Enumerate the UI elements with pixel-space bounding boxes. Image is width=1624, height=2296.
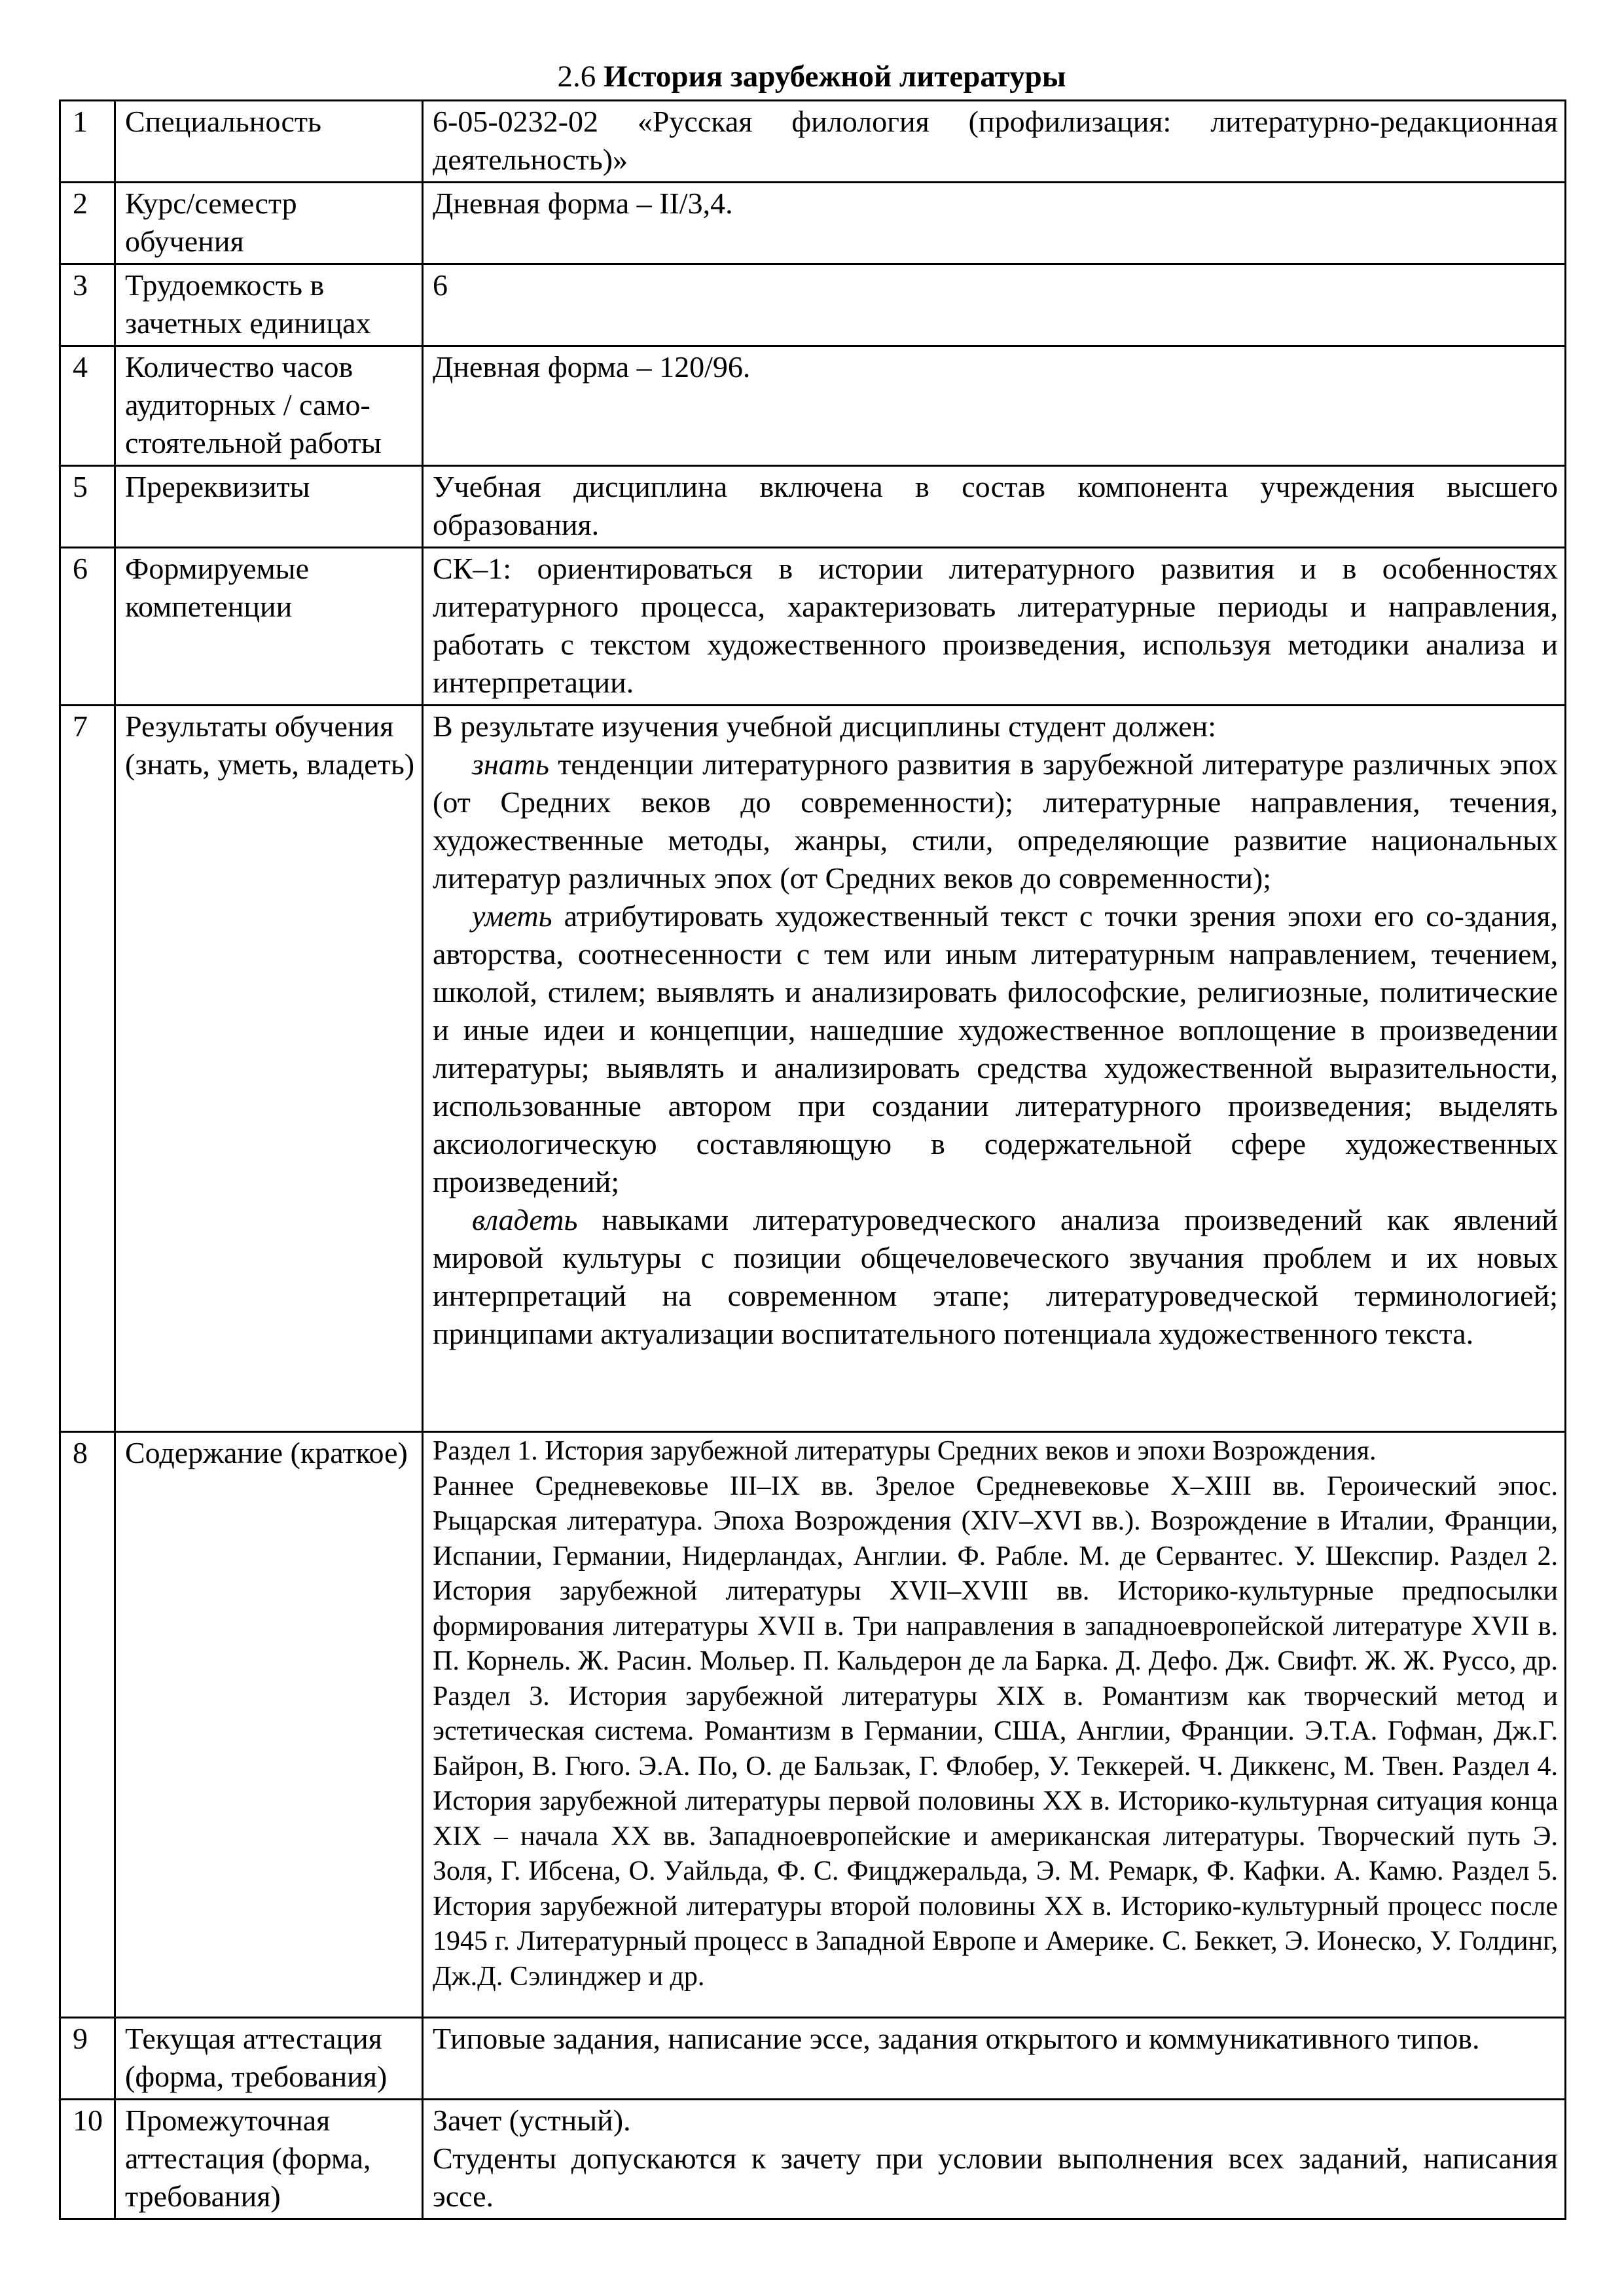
row-label: Результаты обучения (знать, уметь, владеть) <box>115 706 423 1432</box>
page-title <box>59 54 1564 99</box>
row-label: Пререквизиты <box>115 466 423 548</box>
document-page <box>59 0 1564 2220</box>
row-number: 4 <box>60 346 115 466</box>
row-number: 9 <box>60 2018 115 2100</box>
row-value: 6 <box>423 264 1566 346</box>
table-row <box>60 101 1566 183</box>
outcome-text: тенденции литературного развития в зарубежной литературе различных эпох (от Средних веков до современности); литературные направления, течения, художественные методы, жанры, стили, определяющие развитие национальных литератур различных эпох (от Средних веков до современности); <box>433 747 1558 895</box>
row-number: 3 <box>60 264 115 346</box>
row-label: Трудоемкость в зачетных единицах <box>115 264 423 346</box>
row-number: 2 <box>60 183 115 264</box>
content-section-heading: Раздел 1. История зарубежной литературы Средних веков и эпохи Возрождения. <box>433 1436 1377 1466</box>
row-value: 6-05-0232-02 «Русская филология (профилизация: литературно-редакционная деятельность)» <box>423 101 1566 183</box>
row-value: Учебная дисциплина включена в состав компонента учреждения высшего образования. <box>423 466 1566 548</box>
outcome-term: уметь <box>472 899 552 933</box>
row-value: Типовые задания, написание эссе, задания открытого и коммуникативного типов. <box>423 2018 1566 2100</box>
row-number: 8 <box>60 1432 115 2018</box>
table-row <box>60 706 1566 1432</box>
course-content <box>423 1432 1566 2018</box>
row-label: Курс/семестр обучения <box>115 183 423 264</box>
outcomes-intro: В результате изучения учебной дисциплины студент должен: <box>433 709 1217 743</box>
outcome-own <box>433 1201 1558 1353</box>
intermediate-assessment <box>423 2100 1566 2219</box>
discipline-table <box>59 99 1566 2220</box>
table-row <box>60 264 1566 346</box>
table-row <box>60 1432 1566 2018</box>
section-number: 2.6 <box>557 60 596 94</box>
row-number: 1 <box>60 101 115 183</box>
section-title: История зарубежной литературы <box>604 60 1066 94</box>
table-row <box>60 183 1566 264</box>
row-label: Содержание (краткое) <box>115 1432 423 2018</box>
table-row <box>60 466 1566 548</box>
table-row <box>60 2100 1566 2219</box>
row-label: Специальность <box>115 101 423 183</box>
row-label: Формируемые компетенции <box>115 548 423 706</box>
learning-outcomes <box>423 706 1566 1432</box>
assessment-requirements: Студенты допускаются к зачету при условии выполнения всех заданий, написания эссе. <box>433 2142 1558 2213</box>
outcome-text: атрибутировать художественный текст с точки зрения эпохи его со-здания, авторства, соотнесенности с тем или иным литературным направлением, течением, школой, стилем; выявлять и анализировать философские, религиозные, политические и иные идеи и концепции, нашедшие художественное воплощение в произведении литературы; выявлять и анализировать средства художественной выразительности, использованные автором при создании литературного произведения; выделять аксиологическую составляющую в содержательной сфере художественных произведений; <box>433 899 1558 1198</box>
row-number: 5 <box>60 466 115 548</box>
outcome-term: знать <box>472 747 549 781</box>
assessment-form: Зачет (устный). <box>433 2104 631 2137</box>
row-value: Дневная форма – II/3,4. <box>423 183 1566 264</box>
row-number: 6 <box>60 548 115 706</box>
row-value: СК–1: ориентироваться в истории литературного развития и в особенностях литературного процесса, характеризовать литературные периоды и направления, работать с текстом художественного произведения, используя методики анализа и интерпретации. <box>423 548 1566 706</box>
row-label: Количество часов аудиторных / само-стоятельной работы <box>115 346 423 466</box>
outcome-text: навыками литературоведческого анализа произведений как явлений мировой культуры с позиции общечеловеческого звучания проблем и их новых интерпретаций на современном этапе; литературоведческой терминологией; принципами актуализации воспитательного потенциала художественного текста. <box>433 1203 1558 1350</box>
table-row <box>60 346 1566 466</box>
row-value: Дневная форма – 120/96. <box>423 346 1566 466</box>
content-text: Раннее Средневековье III–IX вв. Зрелое Средневековье X–XIII вв. Героический эпос. Рыцарская литература. Эпоха Возрождения (XIV–XVI вв.). Возрождение в Италии, Франции, Испании, Германии, Нидерландах, Англии. Ф. Рабле. М. де Сервантес. У. Шекспир. Раздел 2. История зарубежной литературы XVII–XVIII вв. Историко-культурные предпосылки формирования литературы XVII в. Три направления в западноевропейской литературе XVII в. П. Корнель. Ж. Расин. Мольер. П. Кальдерон де ла Барка. Д. Дефо. Дж. Свифт. Ж. Ж. Руссо, др. Раздел 3. История зарубежной литературы XIX в. Романтизм как творческий метод и эстетическая система. Романтизм в Германии, США, Англии, Франции. Э.Т.А. Гофман, Дж.Г. Байрон, В. Гюго. Э.А. По, О. де Бальзак, Г. Флобер, У. Теккерей. Ч. Диккенс, М. Твен. Раздел 4. История зарубежной литературы первой половины XX в. Историко-культурная ситуация конца XIX – начала XX вв. Западноевропейские и американская литературы. Творческий путь Э. Золя, Г. Ибсена, О. Уайльда, Ф. С. Фицджеральда, Э. М. Ремарк, Ф. Кафки. А. Камю. Раздел 5. История зарубежной литературы второй половины XX в. Историко-культурный процесс после 1945 г. Литературный процесс в Западной Европе и Америке. С. Беккет, Э. Ионеско, У. Голдинг, Дж.Д. Сэлинджер и др. <box>433 1471 1558 1992</box>
outcome-know <box>433 745 1558 897</box>
row-number: 10 <box>60 2100 115 2219</box>
row-number: 7 <box>60 706 115 1432</box>
row-label: Промежуточная аттестация (форма, требования) <box>115 2100 423 2219</box>
outcome-can <box>433 897 1558 1201</box>
table-row <box>60 548 1566 706</box>
table-row <box>60 2018 1566 2100</box>
outcome-term: владеть <box>472 1203 578 1236</box>
row-label: Текущая аттестация (форма, требования) <box>115 2018 423 2100</box>
